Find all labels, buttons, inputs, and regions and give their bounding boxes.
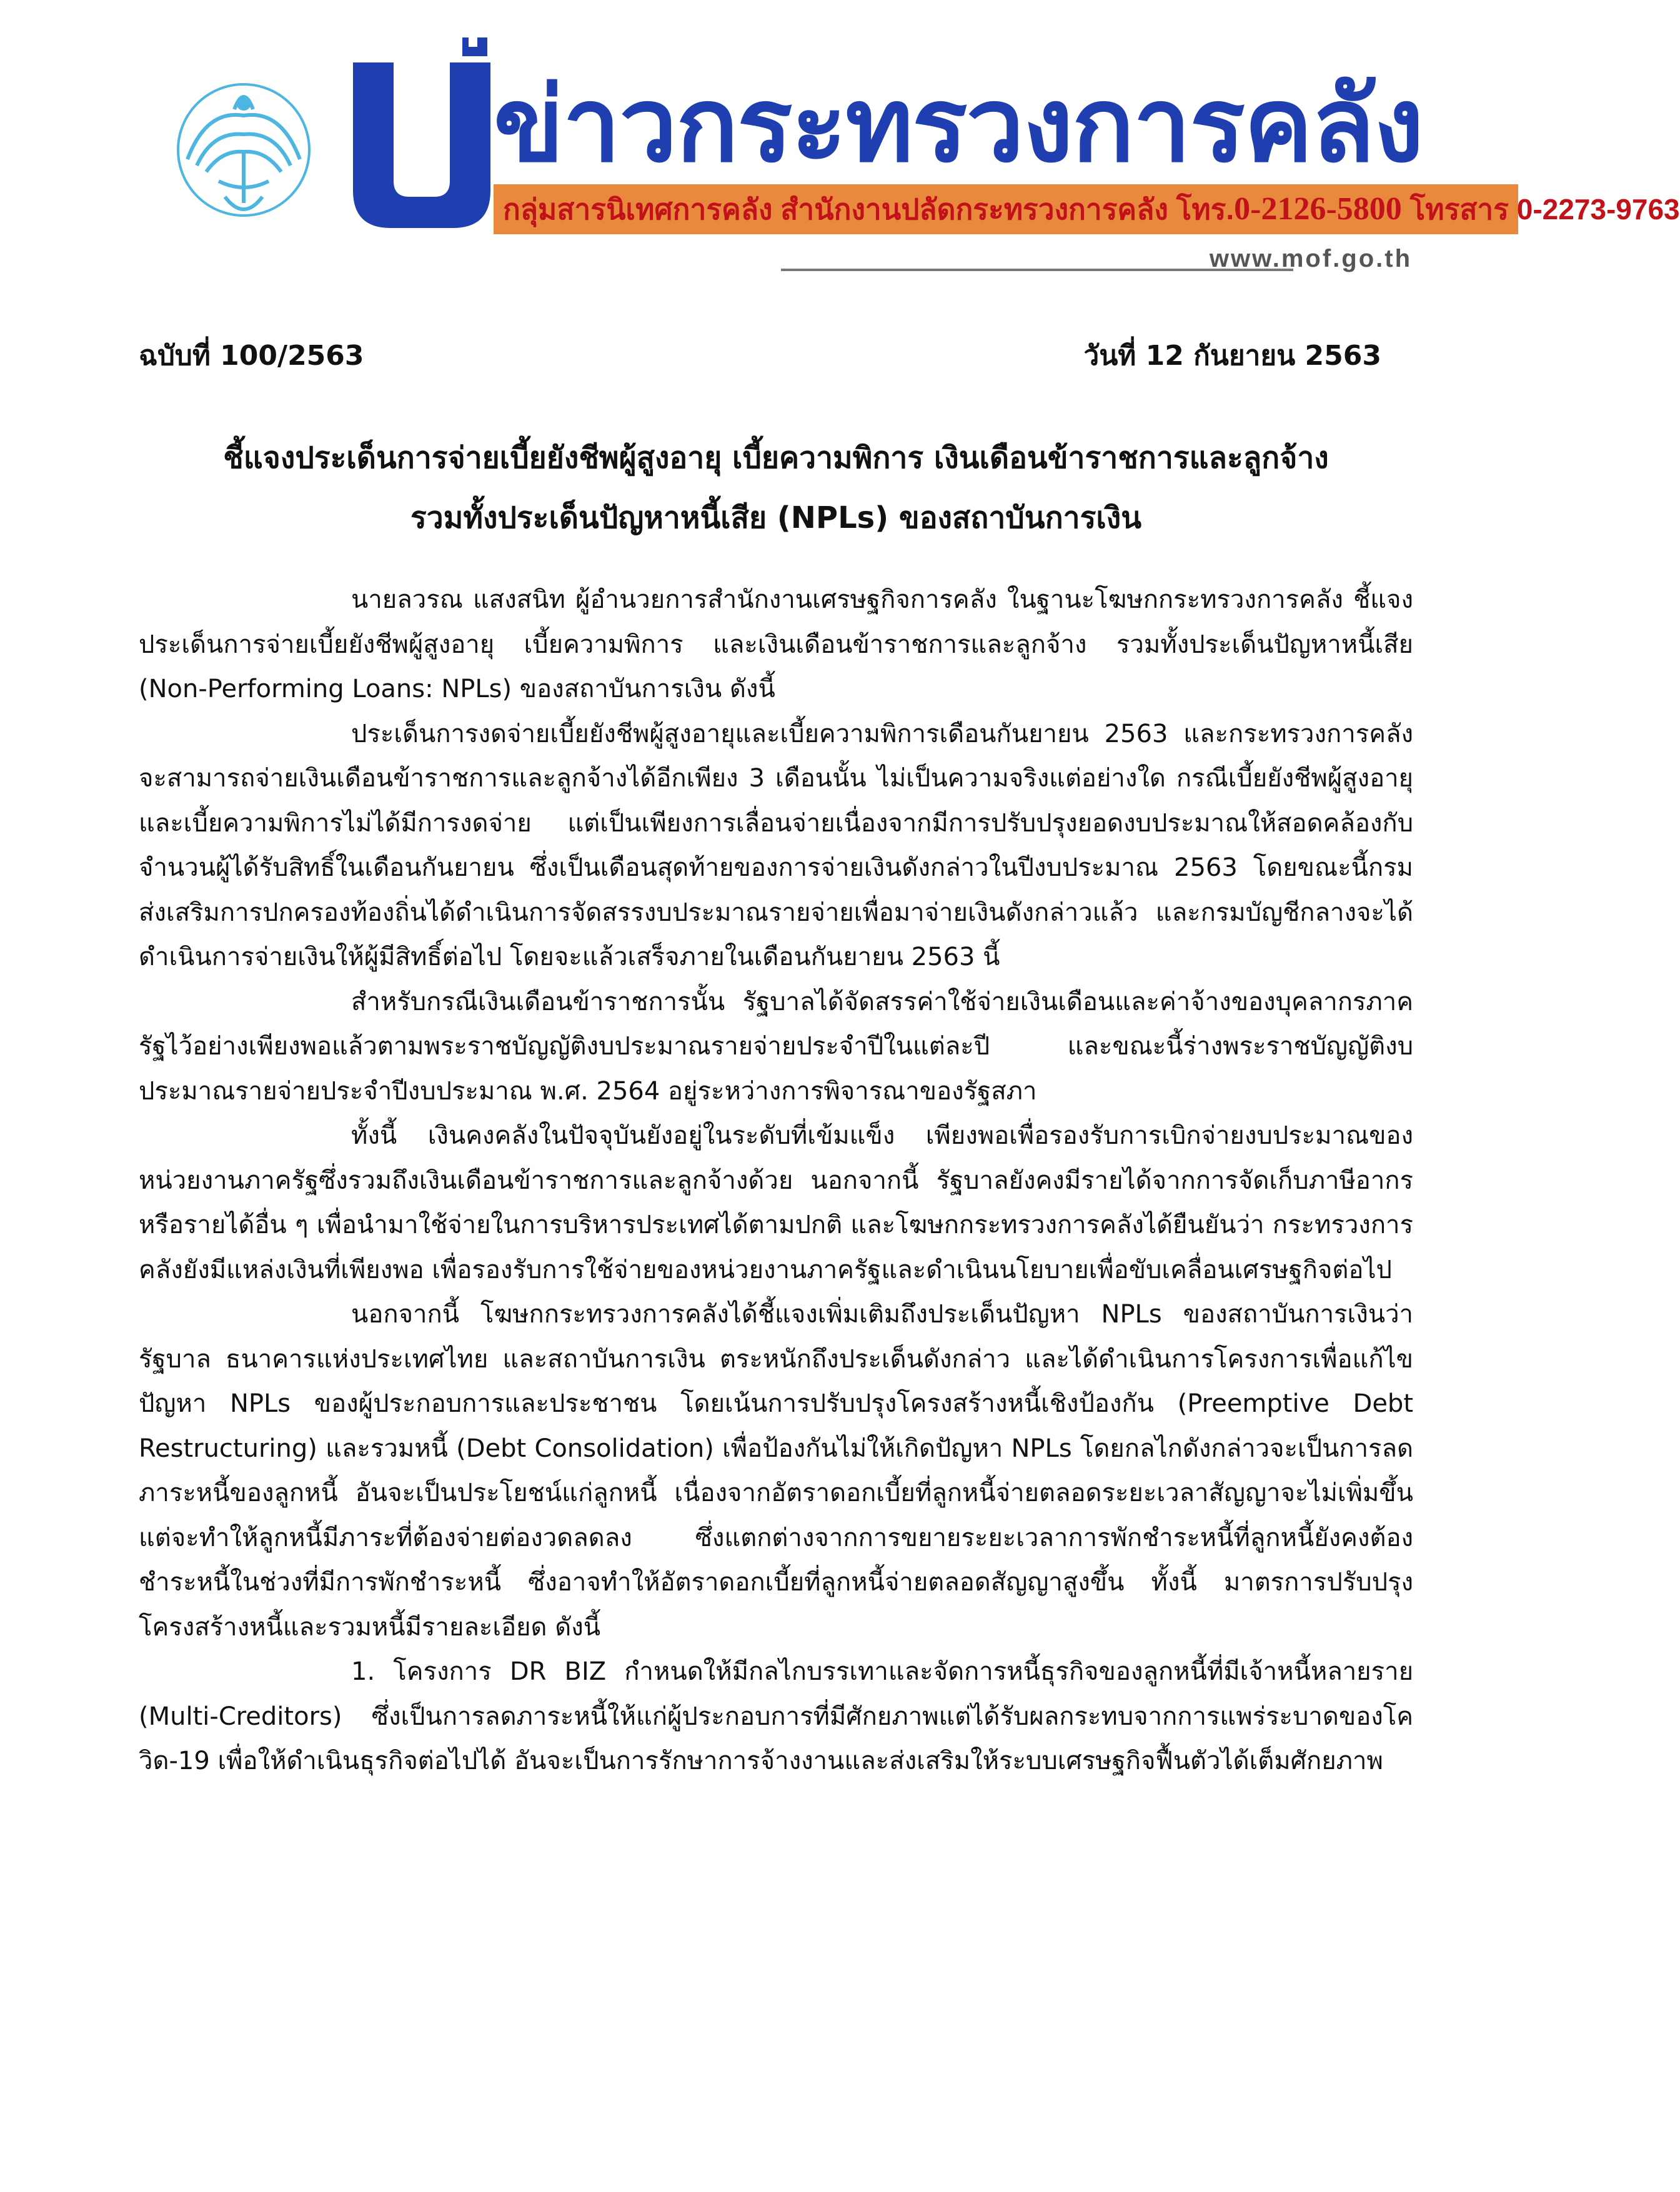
issue-number: ฉบับที่ 100/2563 <box>139 340 364 372</box>
fax-number: 0-2273-9763 <box>1516 193 1680 226</box>
body-paragraph-1: นายลวรณ แสงสนิท ผู้อำนวยการสำนักงานเศรษฐกิจการคลัง ในฐานะโฆษกกระทรวงการคลัง ชี้แจงประเด็นการจ่ายเบี้ยยังชีพผู้สูงอายุ เบี้ยความพิการ และเงินเดือนข้าราชการและลูกจ้าง รวมทั้งประเด็นปัญหาหนี้เสีย (Non-Performing Loans: NPLs) ของสถาบันการเงิน ดังนี้ <box>139 585 1413 703</box>
document-body <box>139 578 1413 1784</box>
body-paragraph-5: นอกจากนี้ โฆษกกระทรวงการคลังได้ชี้แจงเพิ่มเติมถึงประเด็นปัญหา NPLs ของสถาบันการเงินว่า รัฐบาล ธนาคารแห่งประเทศไทย และสถาบันการเงิน ตระหนักถึงประเด็นดังกล่าว และได้ดำเนินการโครงการเพื่อแก้ไขปัญหา NPLs ของผู้ประกอบการและประชาชน โดยเน้นการปรับปรุงโครงสร้างหนี้เชิงป้องกัน (Preemptive Debt Restructuring) และรวมหนี้ (Debt Consolidation) เพื่อป้องกันไม่ให้เกิดปัญหา NPLs โดยกลไกดังกล่าวจะเป็นการลดภาระหนี้ของลูกหนี้ อันจะเป็นประโยชน์แก่ลูกหนี้ เนื่องจากอัตราดอกเบี้ยที่ลูกหนี้จ่ายตลอดระยะเวลาสัญญาจะไม่เพิ่มขึ้นแต่จะทำให้ลูกหนี้มีภาระที่ต้องจ่ายต่องวดลดลง ซึ่งแตกต่างจากการขยายระยะเวลาการพักชำระหนี้ที่ลูกหนี้ยังคงต้องชำระหนี้ในช่วงที่มีการพักชำระหนี้ ซึ่งอาจทำให้อัตราดอกเบี้ยที่ลูกหนี้จ่ายตลอดสัญญาสูงขึ้น ทั้งนี้ มาตรการปรับปรุงโครงสร้างหนี้และรวมหนี้มีรายละเอียด ดังนี้ <box>139 1300 1413 1642</box>
contact-department: กลุ่มสารนิเทศการคลัง สำนักงานปลัดกระทรวงการคลัง <box>503 193 1168 226</box>
body-paragraph-4: ทั้งนี้ เงินคงคลังในปัจจุบันยังอยู่ในระดับที่เข้มแข็ง เพียงพอเพื่อรองรับการเบิกจ่ายงบประมาณของหน่วยงานภาครัฐซึ่งรวมถึงเงินเดือนข้าราชการและลูกจ้างด้วย นอกจากนี้ รัฐบาลยังคงมีรายได้จากการจัดเก็บภาษีอากรหรือรายได้อื่น ๆ เพื่อนำมาใช้จ่ายในการบริหารประเทศได้ตามปกติ และโฆษกกระทรวงการคลังได้ยืนยันว่า กระทรวงการคลังยังมีแหล่งเงินที่เพียงพอ เพื่อรองรับการใช้จ่ายของหน่วยงานภาครัฐและดำเนินนโยบายเพื่อขับเคลื่อนเศรษฐกิจต่อไป <box>139 1121 1413 1284</box>
body-paragraph-2: ประเด็นการงดจ่ายเบี้ยยังชีพผู้สูงอายุและเบี้ยความพิการเดือนกันยายน 2563 และกระทรวงการคลังจะสามารถจ่ายเงินเดือนข้าราชการและลูกจ้างได้อีกเพียง 3 เดือนนั้น ไม่เป็นความจริงแต่อย่างใด กรณีเบี้ยยังชีพผู้สูงอายุและเบี้ยความพิการไม่ได้มีการงดจ่าย แต่เป็นเพียงการเลื่อนจ่ายเนื่องจากมีการปรับปรุงยอดงบประมาณให้สอดคล้องกับจำนวนผู้ได้รับสิทธิ์ในเดือนกันยายน ซึ่งเป็นเดือนสุดท้ายของการจ่ายเงินดังกล่าวในปีงบประมาณ 2563 โดยขณะนี้กรมส่งเสริมการปกครองท้องถิ่นได้ดำเนินการจัดสรรงบประมาณรายจ่ายเพื่อมาจ่ายเงินดังกล่าวแล้ว และกรมบัญชีกลางจะได้ดำเนินการจ่ายเงินให้ผู้มีสิทธิ์ต่อไป โดยจะแล้วเสร็จภายในเดือนกันยายน 2563 นี้ <box>139 719 1413 971</box>
garuda-emblem-icon <box>162 72 325 234</box>
title-line-2: รวมทั้งประเด็นปัญหาหนี้เสีย (NPLs) ของสถาบันการเงิน <box>410 500 1142 535</box>
document-title <box>139 428 1413 548</box>
body-paragraph-3: สำหรับกรณีเงินเดือนข้าราชการนั้น รัฐบาลได้จัดสรรค่าใช้จ่ายเงินเดือนและค่าจ้างของบุคลากรภาครัฐไว้อย่างเพียงพอแล้วตามพระราชบัญญัติงบประมาณรายจ่ายประจำปีในแต่ละปี และขณะนี้ร่างพระราชบัญญัติงบประมาณรายจ่ายประจำปีงบประมาณ พ.ศ. 2564 อยู่ระหว่างการพิจารณาของรัฐสภา <box>139 987 1413 1106</box>
masthead-large-letter-icon <box>340 37 497 237</box>
issue-date: วันที่ 12 กันยายน 2563 <box>1083 340 1381 372</box>
body-paragraph-6: 1. โครงการ DR BIZ กำหนดให้มีกลไกบรรเทาและจัดการหนี้ธุรกิจของลูกหนี้ที่มีเจ้าหนี้หลายราย (Multi-Creditors) ซึ่งเป็นการลดภาระหนี้ให้แก่ผู้ประกอบการที่มีศักยภาพแต่ได้รับผลกระทบจากการแพร่ระบาดของโควิด-19 เพื่อให้ดำเนินธุรกิจต่อไปได้ อันจะเป็นการรักษาการจ้างงานและส่งเสริมให้ระบบเศรษฐกิจฟื้นตัวได้เต็มศักยภาพ <box>139 1657 1413 1775</box>
tel-number: 0-2126-5800 <box>1234 191 1402 227</box>
title-line-1: ชี้แจงประเด็นการจ่ายเบี้ยยังชีพผู้สูงอายุ เบี้ยความพิการ เงินเดือนข้าราชการและลูกจ้าง <box>223 440 1329 475</box>
website-url: www.mof.go.th <box>1209 245 1412 272</box>
masthead-header <box>94 12 1680 287</box>
masthead-title: ข่าวกระทรวงการคลัง <box>494 67 1423 182</box>
tel-label: โทร. <box>1176 193 1235 226</box>
contact-line <box>503 189 1680 230</box>
fax-label: โทรสาร <box>1409 193 1509 226</box>
